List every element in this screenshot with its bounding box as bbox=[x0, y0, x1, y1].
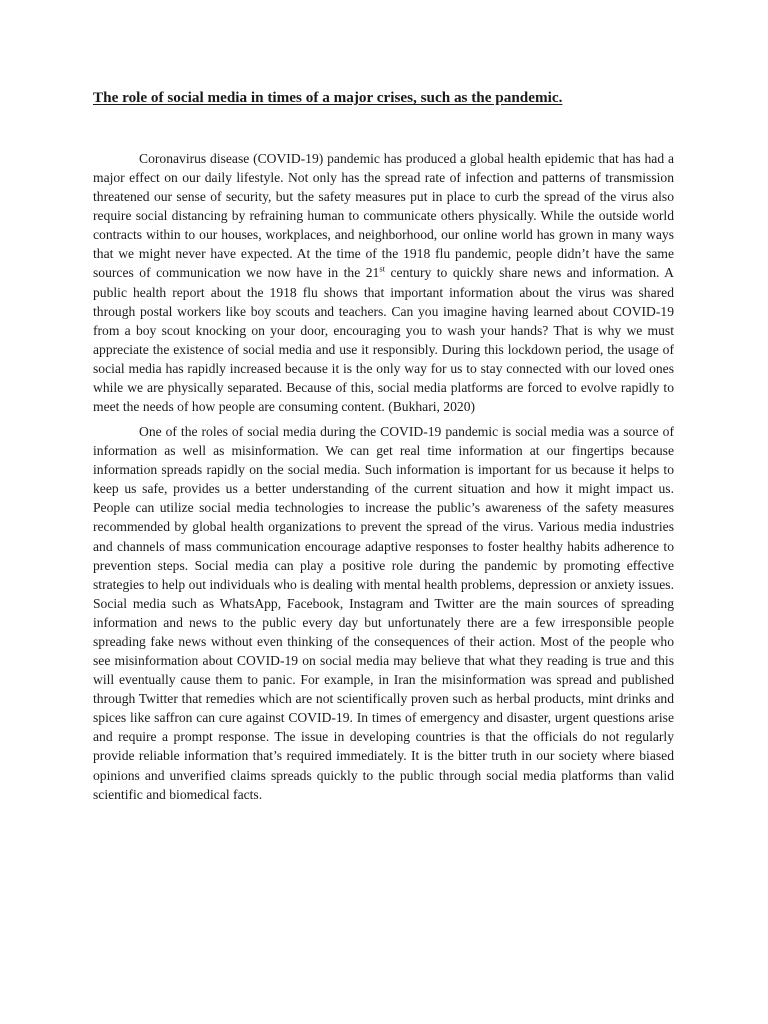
paragraph-1 bbox=[93, 149, 674, 416]
document-body bbox=[93, 149, 674, 810]
paragraph-1-text: Coronavirus disease (COVID-19) pandemic has produced a global health epidemic that has had a major effect on our daily lifestyle. Not only has the spread rate of infection and patterns of transmission threatened our sense of security, but the safety measures put in place to curb the spread of the virus also require social distancing by refraining human to communicate others physically. While the outside world contracts within to our houses, workplaces, and neighborhood, our online world has grown in many ways that we might never have expected. At the time of the 1918 flu pandemic, people didn’t have the same sources of communication we now have in the 21 bbox=[93, 151, 674, 281]
paragraph-2 bbox=[93, 422, 674, 804]
superscript-st: st bbox=[379, 263, 386, 274]
document-title: The role of social media in times of a major crises, such as the pandemic. bbox=[93, 89, 563, 106]
paragraph-2-text: One of the roles of social media during the COVID-19 pandemic is social media was a source of information as well as misinformation. We can get real time information at our fingertips because information spreads rapidly on the social media. Such information is important for us because it helps to keep us safe, provides us a better understanding of the current situation and how it might impact us. People can utilize social media technologies to increase the public’s awareness of the safety measures recommended by global health organizations to prevent the spread of the virus. Various media industries and channels of mass communication encourage adaptive responses to foster healthy habits adherence to prevention steps. Social media can play a positive role during the pandemic by promoting effective strategies to help out individuals who is dealing with mental health problems, depression or anxiety issues. Social media such as WhatsApp, Facebook, Instagram and Twitter are the main sources of spreading information and news to the public every day but unfortunately there are a few irresponsible people spreading fake news without even thinking of the consequences of their action. Most of the people who see misinformation about COVID-19 on social media may believe that what they reading is true and this will eventually cause them to panic. For example, in Iran the misinformation was spread and published through Twitter that remedies which are not scientifically proven such as herbal products, mint drinks and spices like saffron can cure against COVID-19. In times of emergency and disaster, urgent questions arise and require a prompt response. The issue in developing countries is that the officials do not regularly provide reliable information that’s required immediately. It is the bitter truth in our society where biased opinions and unverified claims spreads quickly to the public through social media platforms than valid scientific and biomedical facts. bbox=[93, 424, 674, 802]
paragraph-1-text-continued: century to quickly share news and information. A public health report about the 1918 flu shows that important information about the virus was shared through postal workers like boy scouts and teachers. Can you imagine having learned about COVID-19 from a boy scout knocking on your door, encouraging you to wash your hands? That is why we must appreciate the existence of social media and use it responsibly. During this lockdown period, the usage of social media has rapidly increased because it is the only way for us to stay connected with our loved ones while we are physically separated. Because of this, social media platforms are forced to evolve rapidly to meet the needs of how people are consuming content. (Bukhari, 2020) bbox=[93, 265, 674, 415]
